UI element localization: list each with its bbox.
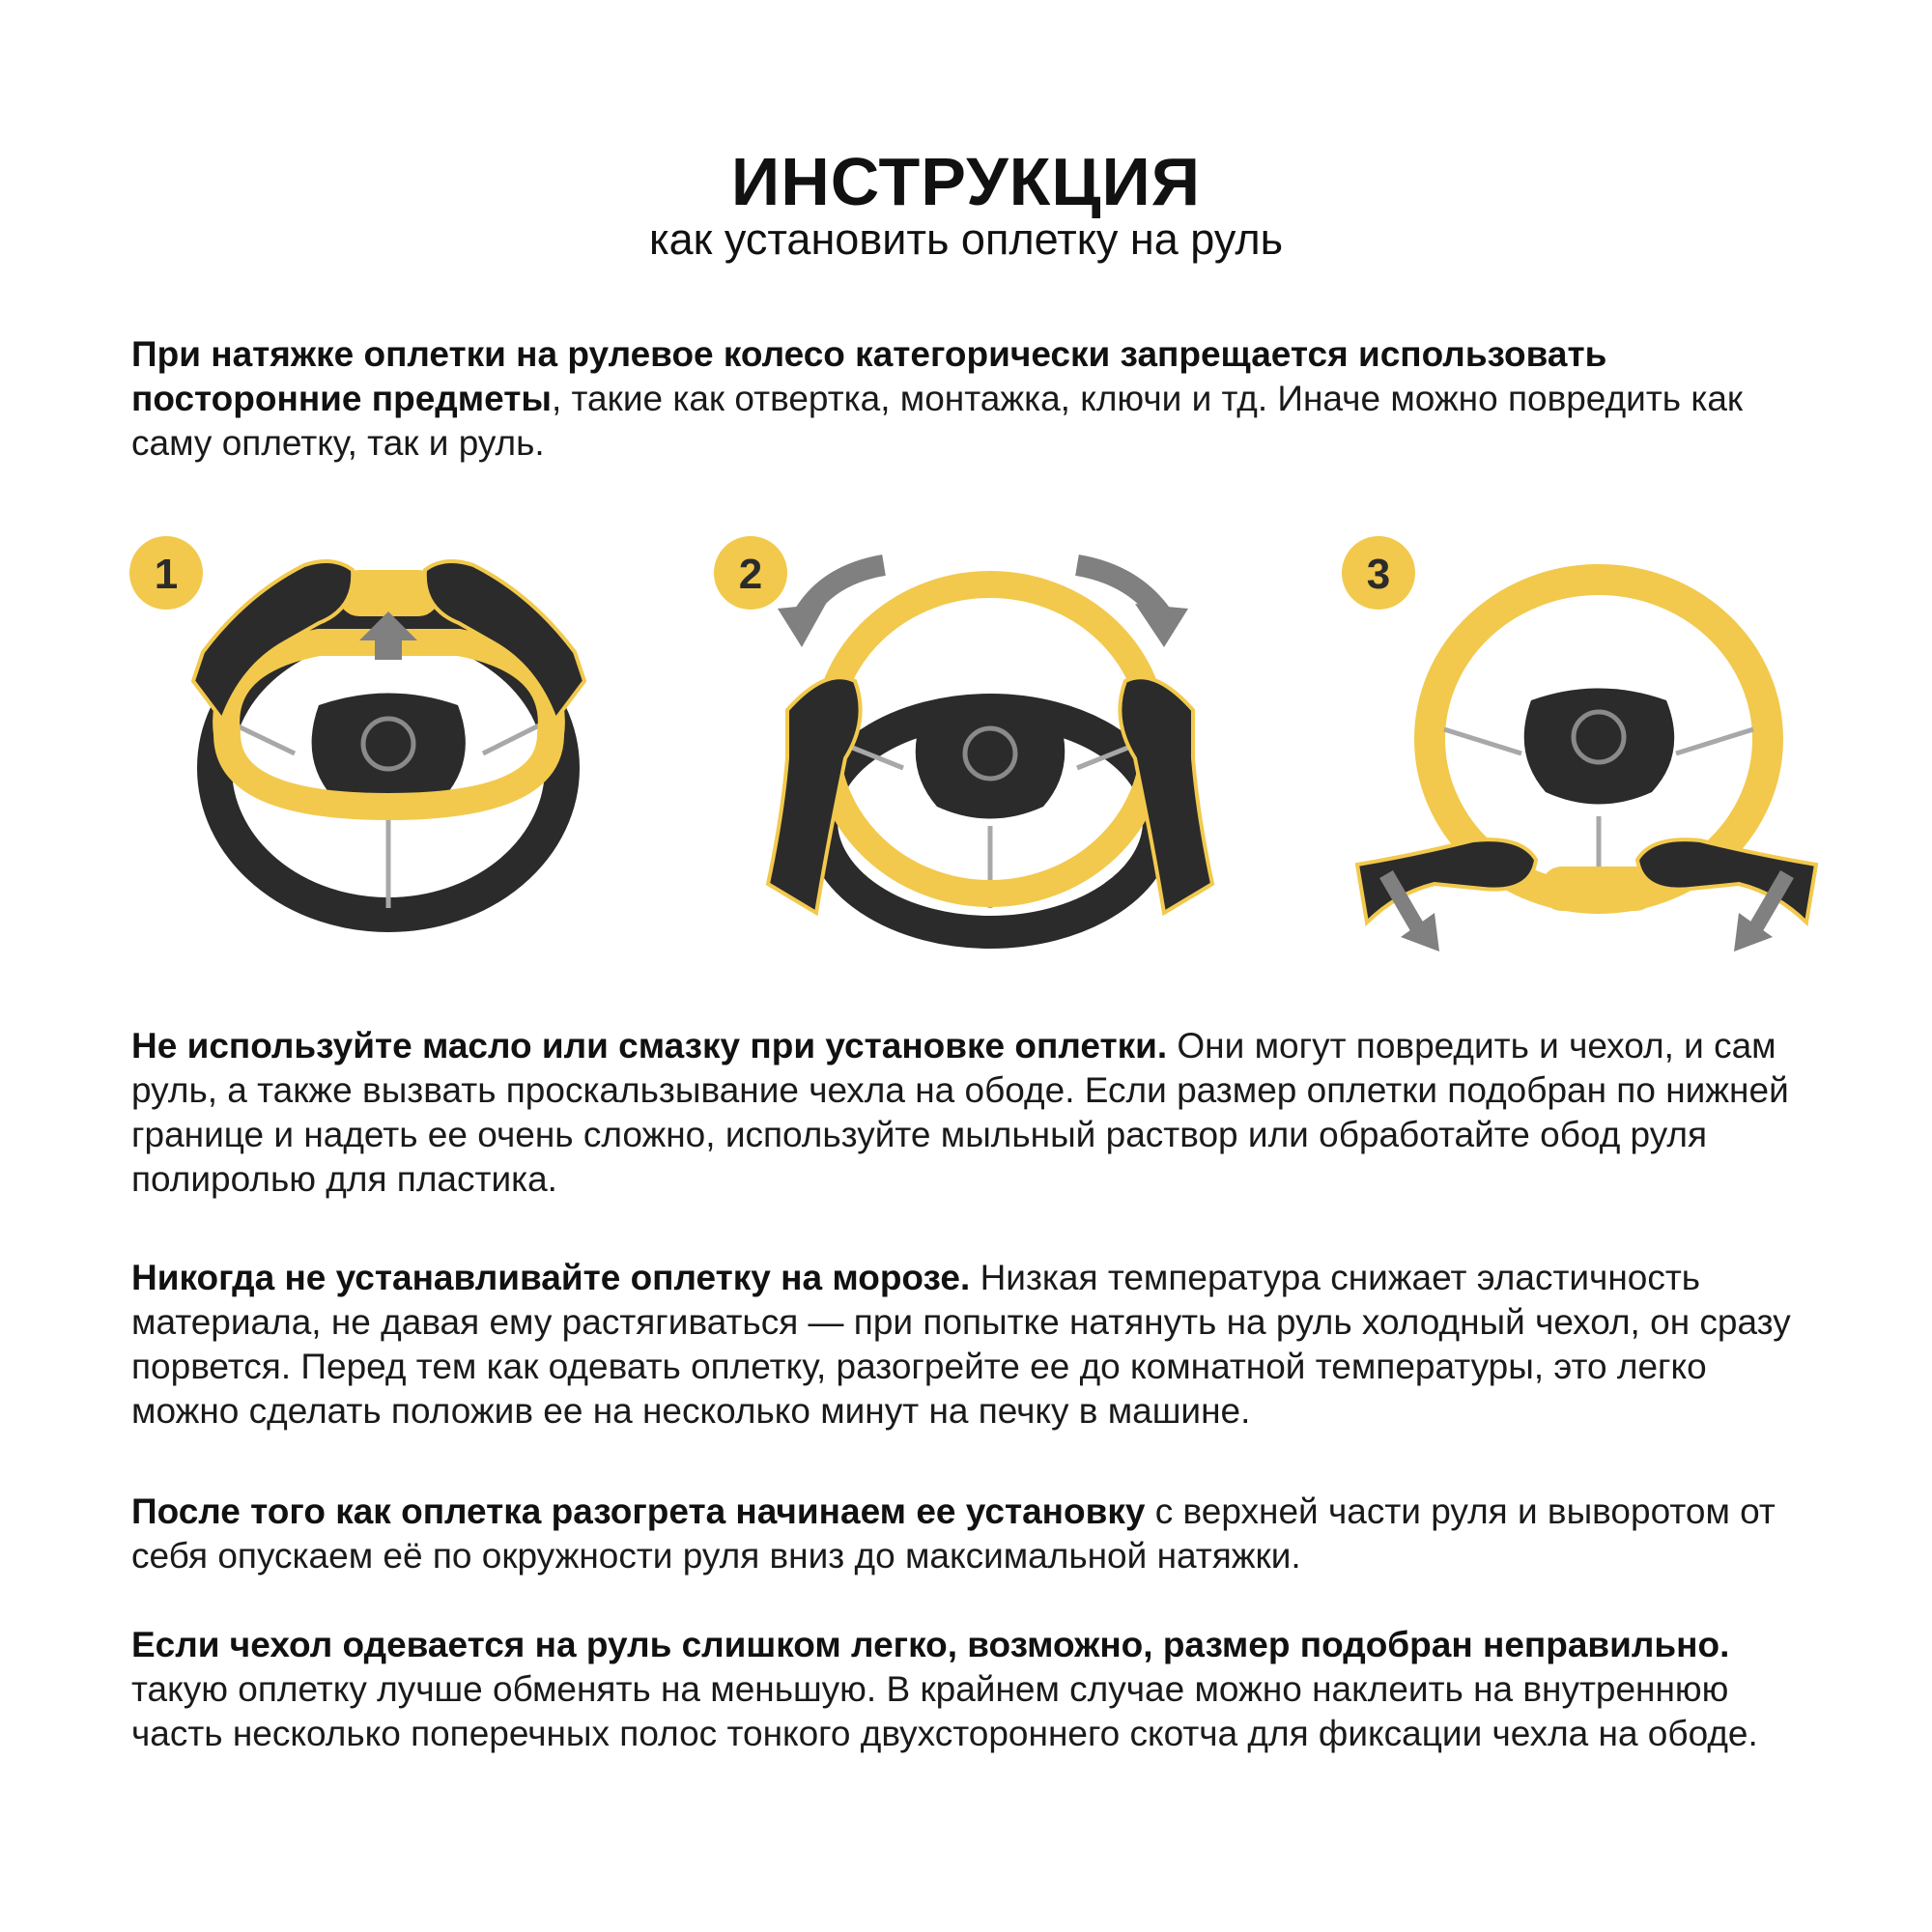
- tip-oil-bold: Не используйте масло или смазку при установке оплетки.: [131, 1026, 1168, 1065]
- tip-install-text: с верхней части руля и выворотом от себя опускаем её по окружности руля вниз до максимальной натяжки.: [131, 1492, 1776, 1576]
- steering-wheel-icon: [1338, 526, 1831, 961]
- page-title: ИНСТРУКЦИЯ: [730, 144, 1202, 219]
- tip-oil-text: Они могут повредить и чехол, и сам руль, а также вызвать проскальзывание чехла на ободе. Если размер оплетки подобран по нижней границе и надеть ее очень сложно, используйте мыльный раствор или обработайте обод руля полиролью для пластика.: [131, 1026, 1789, 1199]
- intro-paragraph: [131, 332, 1822, 466]
- steering-wheel-icon: [126, 526, 599, 961]
- step-3-illustration: [1338, 526, 1831, 961]
- tip-oil: [131, 1024, 1822, 1202]
- step-1-number: 1: [154, 551, 179, 598]
- step-2-illustration: [710, 526, 1236, 961]
- step-1-illustration: [126, 526, 599, 961]
- tip-frost-text: Низкая температура снижает эластичность материала, не давая ему растягиваться — при попытке натянуть на руль холодный чехол, он сразу порвется. Перед тем как одевать оплетку, разогрейте ее до комнатной температуры, это легко можно сделать положив ее на несколько минут на печку в машине.: [131, 1258, 1791, 1431]
- tip-install-bold: После того как оплетка разогрета начинаем ее установку: [131, 1492, 1146, 1531]
- page-subtitle: как установить оплетку на руль: [648, 214, 1284, 264]
- step-2-number: 2: [738, 551, 763, 598]
- tip-size-text: такую оплетку лучше обменять на меньшую. В крайнем случае можно наклеить на внутреннюю часть несколько поперечных полос тонкого двухстороннего скотча для фиксации чехла на ободе.: [131, 1669, 1758, 1753]
- tip-frost-bold: Никогда не устанавливайте оплетку на морозе.: [131, 1258, 971, 1297]
- tip-size: [131, 1623, 1822, 1756]
- intro-bold: При натяжке оплетки на рулевое колесо категорически запрещается использовать посторонние предметы: [131, 334, 1607, 418]
- step-3-number: 3: [1366, 551, 1391, 598]
- tip-frost: [131, 1256, 1822, 1434]
- tip-size-bold: Если чехол одевается на руль слишком легко, возможно, размер подобран неправильно.: [131, 1625, 1730, 1664]
- steering-wheel-icon: [710, 526, 1236, 961]
- tip-install: [131, 1490, 1822, 1578]
- intro-text: , такие как отвертка, монтажка, ключи и тд. Иначе можно повредить как саму оплетку, так и руль.: [131, 379, 1744, 463]
